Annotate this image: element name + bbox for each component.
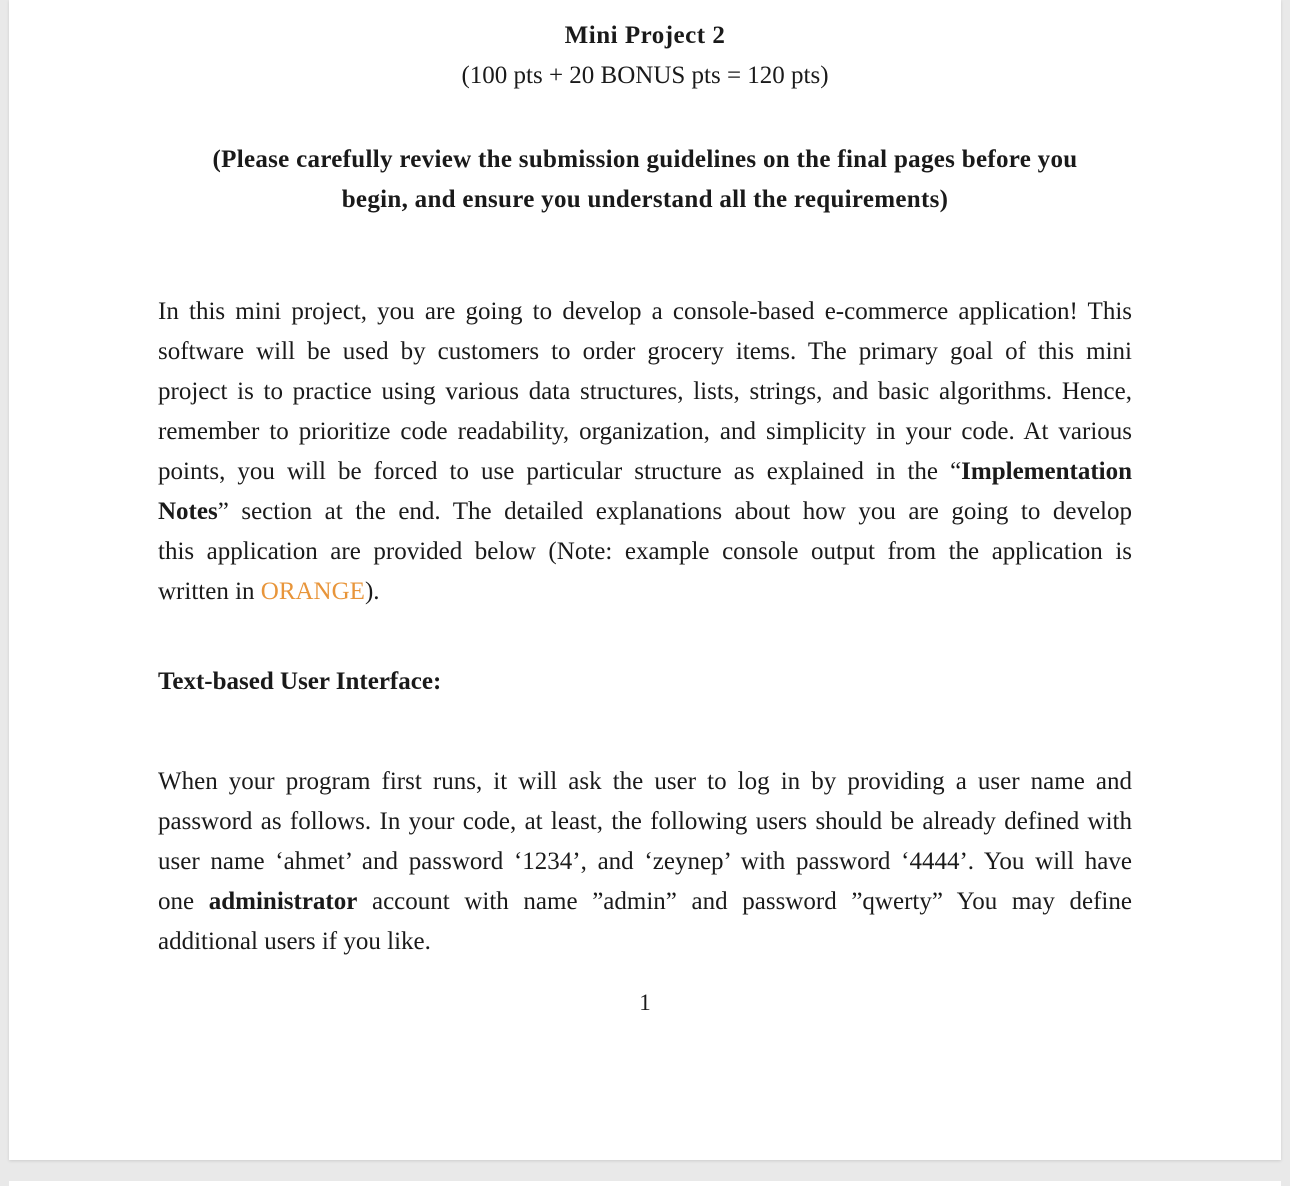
ui-line: When your program first runs, it will ask the user to log in by providing a user name and xyxy=(158,768,1132,795)
page-number: 1 xyxy=(639,990,651,1015)
intro-line: this application are provided below (Note: example console output from the application is xyxy=(158,538,1132,565)
intro-line xyxy=(158,572,1132,612)
document-title: Mini Project 2 xyxy=(564,22,726,49)
intro-text: written in xyxy=(158,578,261,605)
intro-line: software will be used by customers to order grocery items. The primary goal of this mini xyxy=(158,338,1132,365)
intro-line: In this mini project, you are going to develop a console-based e-commerce application! This xyxy=(158,298,1132,325)
intro-paragraph xyxy=(158,292,1132,612)
ui-paragraph xyxy=(158,762,1132,962)
ui-text: one xyxy=(158,888,209,915)
intro-line: remember to prioritize code readability, organization, and simplicity in your code. At various xyxy=(158,418,1132,445)
intro-text: ). xyxy=(364,578,380,605)
orange-highlight: ORANGE xyxy=(260,578,365,605)
ui-line: user name ‘ahmet’ and password ‘1234’, and ‘zeynep’ with password ‘4444’. You will have xyxy=(158,848,1132,875)
ui-line: additional users if you like. xyxy=(158,928,431,955)
intro-text: points, you will be forced to use particular structure as explained in the “ xyxy=(158,458,962,485)
ui-text: account with name ”admin” and password ”qwerty” You may define xyxy=(357,888,1132,915)
implementation-notes-ref: Implementation xyxy=(961,458,1132,485)
submission-notice xyxy=(158,140,1132,220)
section-heading: Text-based User Interface: xyxy=(158,668,442,695)
administrator-term: administrator xyxy=(208,888,358,915)
next-page-edge xyxy=(9,1181,1281,1186)
implementation-notes-ref: Notes xyxy=(158,498,218,525)
intro-line xyxy=(158,452,1132,492)
intro-text: ” section at the end. The detailed explanations about how you are going to develop xyxy=(217,498,1132,525)
notice-line: (Please carefully review the submission guidelines on the final pages before you xyxy=(212,146,1078,173)
ui-line: password as follows. In your code, at least, the following users should be already defined with xyxy=(158,808,1132,835)
points-subtitle: (100 pts + 20 BONUS pts = 120 pts) xyxy=(461,62,829,89)
notice-line: begin, and ensure you understand all the requirements) xyxy=(341,186,949,213)
intro-line xyxy=(158,492,1132,532)
ui-line xyxy=(158,882,1132,922)
intro-line: project is to practice using various data structures, lists, strings, and basic algorithms. Hence, xyxy=(158,378,1132,405)
